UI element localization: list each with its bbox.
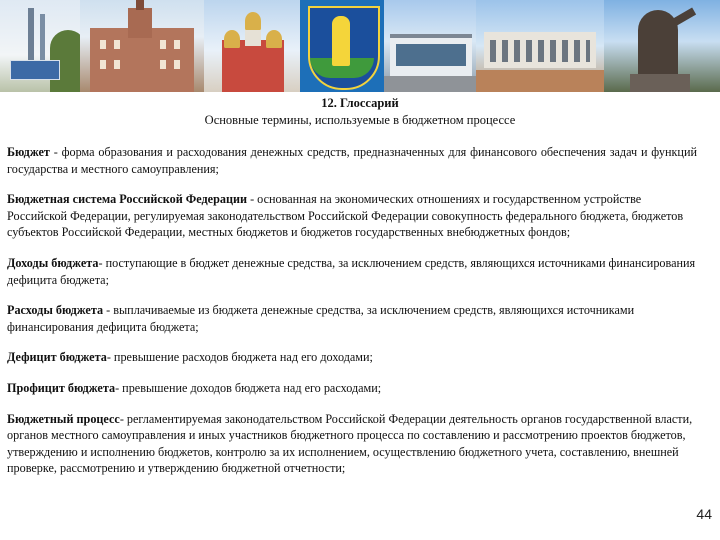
glossary-definition: - поступающие в бюджет денежные средства, за исключением средств, являющихся источниками финансирования дефицита бюджета; xyxy=(7,255,696,287)
glossary-term: Бюджетная система Российской Федерации xyxy=(7,192,248,207)
glossary-term: Бюджет xyxy=(7,145,50,159)
page-subtitle: Основные термины, используемые в бюджетном процессе xyxy=(204,113,516,127)
page-number: 44 xyxy=(696,506,712,522)
plaza-photo xyxy=(476,0,604,92)
glossary-term: Профицит бюджета xyxy=(7,380,116,395)
modern-building-photo xyxy=(384,0,476,92)
coat-of-arms xyxy=(300,0,384,92)
statue-photo xyxy=(604,0,720,92)
glossary-term: Доходы бюджета xyxy=(7,255,99,270)
page-title: 12. Глоссарий xyxy=(321,96,399,110)
glossary-entry xyxy=(7,191,697,241)
glossary-list xyxy=(7,144,697,491)
glossary-entry xyxy=(7,380,697,397)
glossary-entry xyxy=(7,255,697,288)
glossary-content xyxy=(0,92,720,540)
glossary-term: Дефицит бюджета xyxy=(7,350,107,365)
cathedral-photo xyxy=(204,0,300,92)
glossary-definition: - превышение расходов бюджета над его доходами; xyxy=(106,350,373,365)
glossary-entry xyxy=(7,349,697,366)
glossary-definition: - превышение доходов бюджета над его расходами; xyxy=(115,380,382,395)
city-building-photo xyxy=(80,0,204,92)
header-photo-banner xyxy=(0,0,720,92)
glossary-definition: - выплачиваемые из бюджета денежные средства, за исключением средств, являющихся источниками финансирования дефицита бюджета; xyxy=(7,303,635,334)
glossary-entry xyxy=(7,302,697,335)
glossary-term: Расходы бюджета xyxy=(7,303,104,318)
glossary-definition: - основанная на экономических отношениях и государственном устройстве Российской Федерации, регулируемая законодательством Российской Федерации совокупность федерального бюджета, бюджетов субъектов Российской Федерации, местных бюджетов и бюджетов государственных внебюджетных фондов; xyxy=(7,192,684,240)
glossary-term: Бюджетный процесс xyxy=(7,411,120,426)
glossary-definition: - регламентируемая законодательством Российской Федерации деятельность органов государственной власти, органов местного самоуправления и иных участников бюджетного процесса по составлению и рассмотрению проектов бюджетов, утверждению и исполнению бюджетов, контролю за их исполнением, осуществлению бюджетного учета, составлению, внешней проверке, рассмотрению и утверждению бюджетной отчетности; xyxy=(7,411,693,476)
city-monument-photo xyxy=(0,0,80,92)
glossary-entry xyxy=(7,144,697,177)
glossary-definition: - форма образования и расходования денежных средств, предназначенных для финансового обеспечения задач и функций государства и местного самоуправления; xyxy=(7,145,697,176)
glossary-entry xyxy=(7,411,697,477)
